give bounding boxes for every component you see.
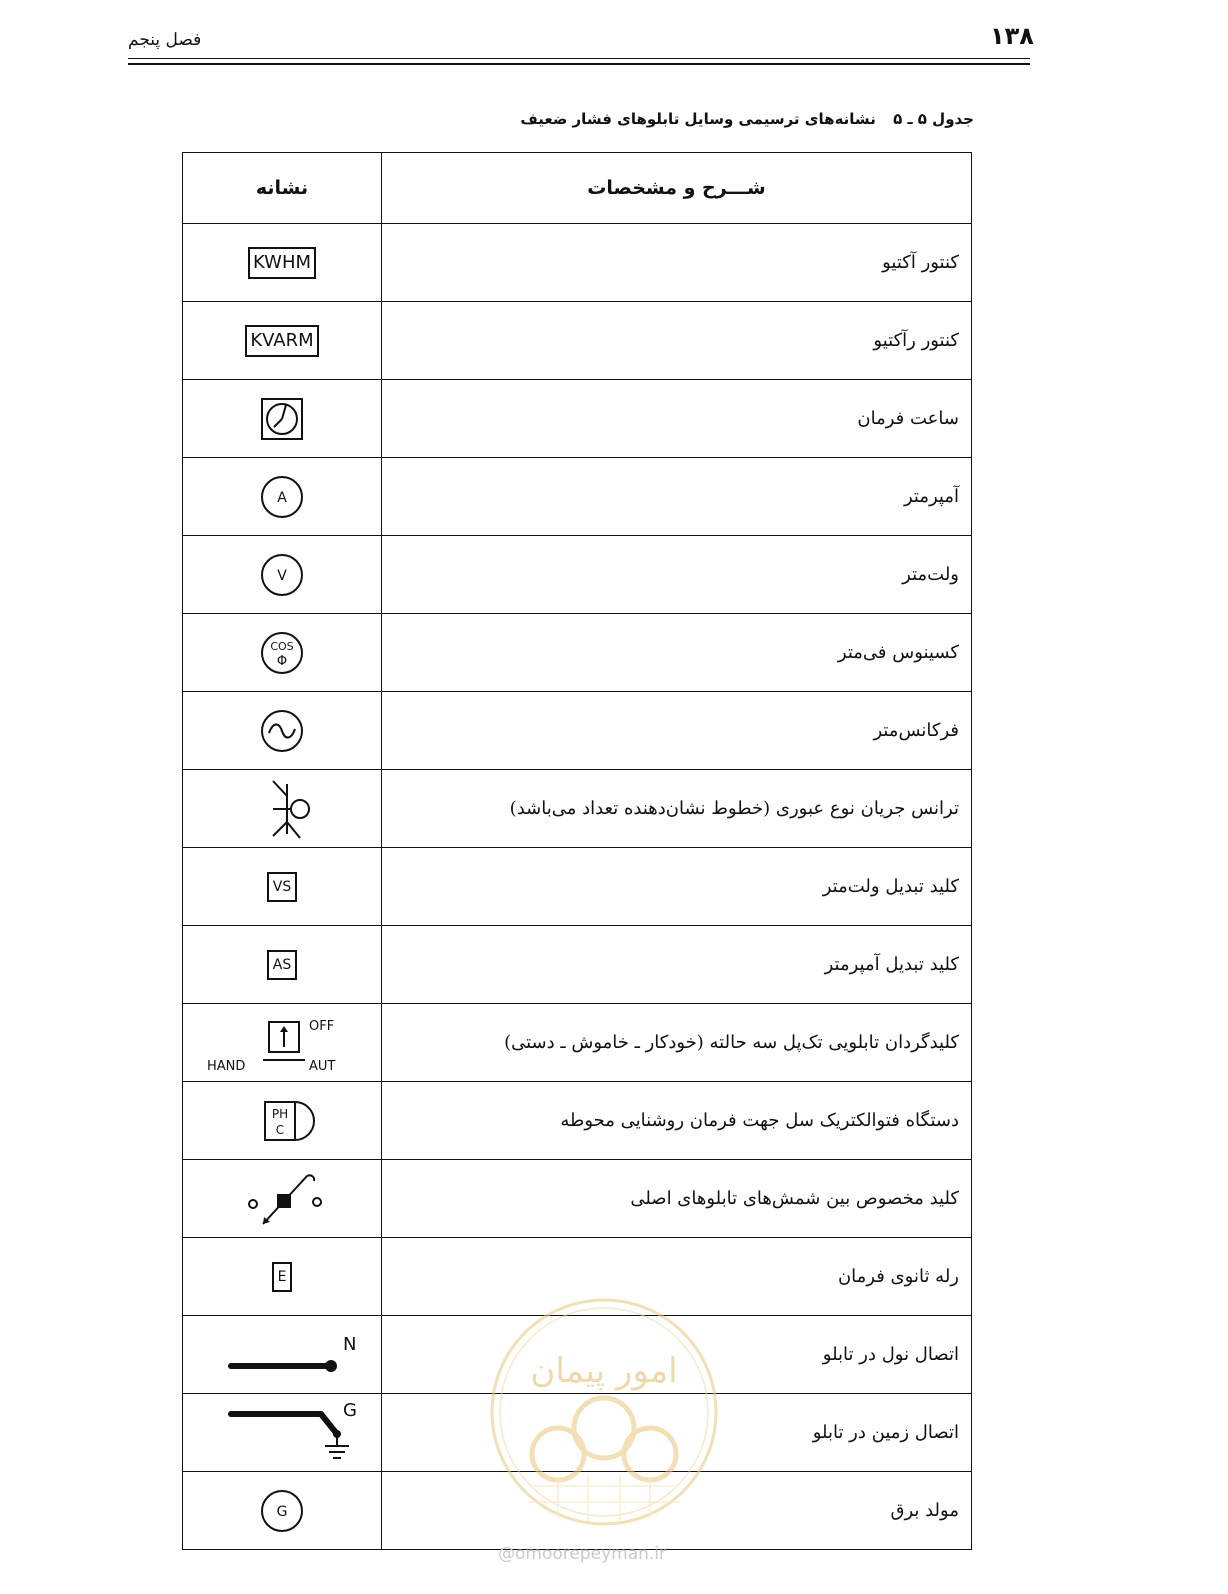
label-aut: AUT (309, 1058, 336, 1074)
c-label: C (275, 1122, 285, 1137)
description-cell: کسینوس فی‌متر (382, 614, 972, 692)
chapter-title: فصل پنجم (128, 30, 202, 50)
symbol-cell (183, 380, 382, 458)
description-cell: کلید مخصوص بین شمش‌های تابلوهای اصلی (382, 1160, 972, 1238)
description-cell: رله ثانوی فرمان (382, 1238, 972, 1316)
clock-symbol-icon (207, 386, 357, 452)
table-row (183, 1316, 972, 1394)
header-rule-thick (128, 63, 1030, 65)
table-row (183, 224, 972, 302)
description-cell: مولد برق (382, 1472, 972, 1550)
symbol-box-label: E (272, 1262, 293, 1292)
table-row (183, 1394, 972, 1472)
table-row (183, 1004, 972, 1082)
label-off: OFF (309, 1018, 335, 1034)
symbols-table (182, 152, 972, 1550)
symbol-cell (183, 926, 382, 1004)
meter-letter: A (277, 489, 287, 506)
earth-connection-icon (197, 1400, 367, 1466)
description-cell: کلیدگردان تابلویی تک‌پل سه حالته (خودکار ـ خاموش ـ دستی) (382, 1004, 972, 1082)
phi-label: Φ (276, 653, 288, 669)
symbol-cell (183, 224, 382, 302)
table-row (183, 1082, 972, 1160)
description-cell: کلید تبدیل آمپرمتر (382, 926, 972, 1004)
symbol-cell (183, 770, 382, 848)
busbar-switch-icon (207, 1166, 357, 1232)
symbol-cell (183, 1160, 382, 1238)
symbol-cell (183, 848, 382, 926)
header-rule (128, 58, 1030, 59)
table-row (183, 926, 972, 1004)
meter-circle-icon (207, 1478, 357, 1544)
table-header-row (183, 153, 972, 224)
description-cell: ترانس جریان نوع عبوری (خطوط نشان‌دهنده تعداد می‌باشد) (382, 770, 972, 848)
description-cell: آمپرمتر (382, 458, 972, 536)
caption-title: نشانه‌های ترسیمی وسایل تابلوهای فشار ضعیف (520, 110, 876, 128)
symbol-box-label: KVARM (245, 325, 318, 357)
symbol-cell (183, 536, 382, 614)
header-symbol: نشانه (183, 153, 382, 224)
symbol-cell (183, 692, 382, 770)
ph-label: PH (271, 1106, 289, 1121)
table-row (183, 1160, 972, 1238)
neutral-label: N (343, 1333, 357, 1355)
header-description: شـــرح و مشخصات (382, 153, 972, 224)
symbol-cell (183, 1472, 382, 1550)
meter-letter: G (276, 1503, 288, 1520)
cos-phi-meter-icon (207, 620, 357, 686)
table-row (183, 1472, 972, 1550)
page-number: ۱۳۸ (990, 22, 1034, 50)
symbol-cell (183, 1316, 382, 1394)
label-hand: HAND (207, 1058, 246, 1074)
symbol-cell (183, 614, 382, 692)
description-cell: کنتور آکتیو (382, 224, 972, 302)
table-row (183, 458, 972, 536)
symbol-cell (183, 1004, 382, 1082)
symbol-box-label: VS (267, 872, 297, 902)
table-row (183, 614, 972, 692)
description-cell: دستگاه فتوالکتریک سل جهت فرمان روشنایی محوطه (382, 1082, 972, 1160)
table-row (183, 770, 972, 848)
description-cell: کنتور رآکتیو (382, 302, 972, 380)
neutral-connection-icon (197, 1322, 367, 1388)
description-cell: ولت‌متر (382, 536, 972, 614)
photocell-icon (207, 1088, 357, 1154)
table-row (183, 692, 972, 770)
symbol-cell (183, 1082, 382, 1160)
description-cell: ساعت فرمان (382, 380, 972, 458)
table-row (183, 302, 972, 380)
description-cell: اتصال نول در تابلو (382, 1316, 972, 1394)
frequency-meter-icon (207, 698, 357, 764)
symbol-cell (183, 302, 382, 380)
selector-switch-icon (197, 1010, 367, 1076)
table-row (183, 1238, 972, 1316)
earth-label: G (343, 1399, 357, 1421)
table-row (183, 848, 972, 926)
table-row (183, 380, 972, 458)
current-transformer-icon (207, 776, 357, 842)
description-cell: فرکانس‌متر (382, 692, 972, 770)
watermark-text: @omoorepeyman.ir (498, 1544, 667, 1564)
symbol-cell (183, 1394, 382, 1472)
meter-circle-icon (207, 542, 357, 608)
cos-label: COS (270, 639, 294, 653)
symbol-box-label: KWHM (248, 247, 316, 279)
watermark-logo-text: امور پیمان (530, 1351, 678, 1391)
symbol-cell (183, 1238, 382, 1316)
description-cell: کلید تبدیل ولت‌متر (382, 848, 972, 926)
table-caption (520, 110, 974, 128)
caption-number: جدول ۵ ـ ۵ (893, 110, 974, 128)
table-row (183, 536, 972, 614)
meter-circle-icon (207, 464, 357, 530)
description-cell: اتصال زمین در تابلو (382, 1394, 972, 1472)
symbol-box-label: AS (267, 950, 297, 980)
meter-letter: V (277, 567, 287, 584)
symbol-cell (183, 458, 382, 536)
